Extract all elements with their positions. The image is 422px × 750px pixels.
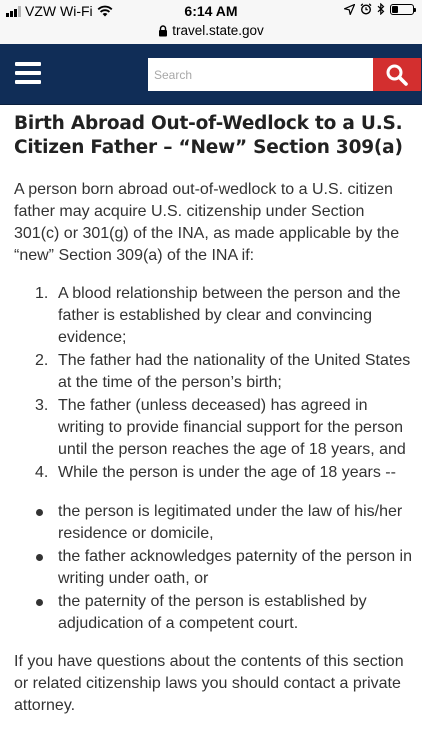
search-button[interactable] [373, 58, 421, 91]
list-number: 2. [35, 352, 49, 369]
site-header [0, 44, 422, 105]
hamburger-menu-icon[interactable] [15, 62, 41, 84]
intro-paragraph: A person born abroad out-of-wedlock to a U.S. citizen father may acquire U.S. citizenship under Section 301(c) or 301(g) of the INA, as made applicable by the “new” Section 309(a) of the INA if: [14, 181, 400, 264]
url-text: travel.state.gov [172, 23, 264, 38]
list-item [14, 462, 412, 484]
list-item [14, 546, 412, 590]
status-right [344, 3, 414, 15]
list-item-text: A blood relationship between the person and the father is established by clear and convincing evidence; [58, 285, 401, 346]
list-number: 1. [35, 285, 49, 302]
list-item-text: the father acknowledges paternity of the person in writing under oath, or [58, 548, 412, 587]
list-item [14, 395, 412, 461]
search-icon [385, 63, 409, 87]
carrier-label: VZW Wi-Fi [25, 3, 93, 19]
status-bar [0, 0, 422, 22]
browser-url-bar[interactable] [0, 22, 422, 44]
article-content [14, 112, 412, 717]
list-item [14, 283, 412, 349]
list-item-text: The father (unless deceased) has agreed in writing to provide financial support for the person until the person reaches the age of 18 years, and [58, 397, 406, 458]
battery-icon [390, 4, 414, 15]
clock: 6:14 AM [184, 3, 238, 19]
search-input[interactable] [148, 58, 373, 91]
list-number: 4. [35, 464, 49, 481]
list-number: 3. [35, 397, 49, 414]
bullet-icon [36, 554, 43, 561]
conditions-list [14, 283, 412, 484]
list-item-text: the person is legitimated under the law of his/her residence or domicile, [58, 503, 403, 542]
lock-icon [158, 25, 168, 37]
bullet-icon [36, 509, 43, 516]
article-title: Birth Abroad Out-of-Wedlock to a U.S. Citizen Father – “New” Section 309(a) [14, 113, 403, 158]
bluetooth-icon [377, 3, 385, 15]
sub-conditions-list [14, 501, 412, 635]
list-item-text: the paternity of the person is established by adjudication of a competent court. [58, 593, 367, 632]
list-item [14, 501, 412, 545]
list-item [14, 591, 412, 635]
alarm-icon [360, 3, 372, 15]
list-item [14, 350, 412, 394]
location-arrow-icon [344, 4, 355, 15]
list-item-text: While the person is under the age of 18 years -- [58, 464, 396, 481]
list-item-text: The father had the nationality of the United States at the time of the person’s birth; [58, 352, 411, 391]
outro-paragraph: If you have questions about the contents of this section or related citizenship laws you should contact a private attorney. [14, 653, 404, 714]
bullet-icon [36, 599, 43, 606]
